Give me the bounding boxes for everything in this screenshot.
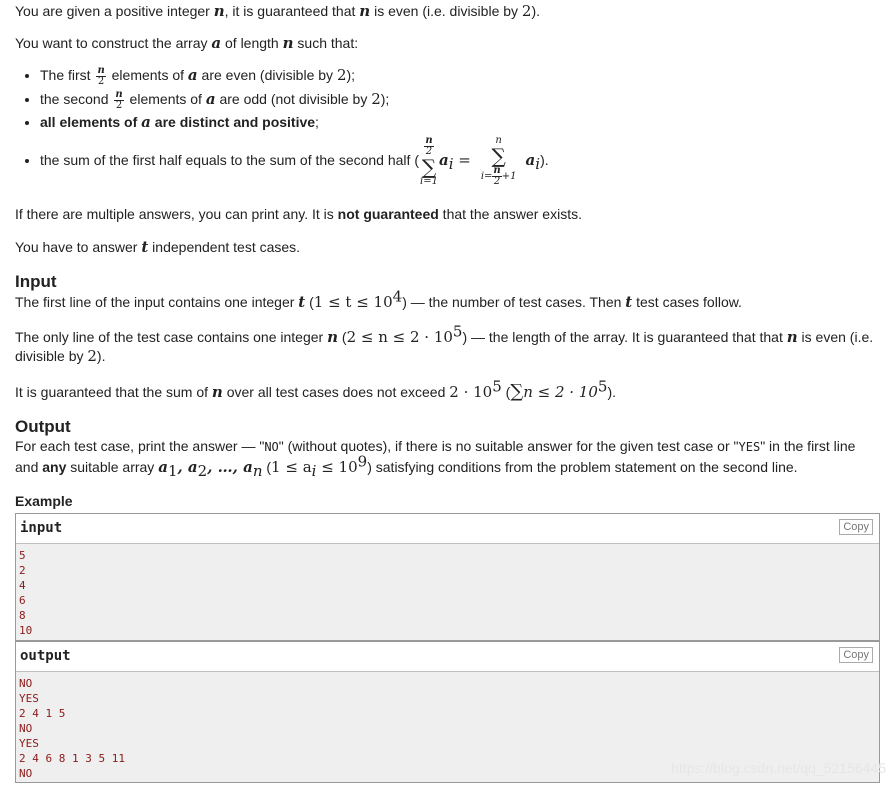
subscript: i (311, 461, 317, 480)
output-line: NO (19, 722, 33, 735)
math-a: a (205, 90, 216, 109)
subscript: i (535, 154, 541, 173)
list-item (40, 66, 890, 90)
math-n: n (282, 34, 294, 52)
math-t: t (298, 293, 306, 311)
example-output-label: output (20, 648, 71, 664)
code-yes: YES (738, 440, 761, 454)
multiple-answers-paragraph (15, 205, 881, 224)
example-input-header (16, 514, 879, 544)
sum-upper: n (495, 134, 502, 146)
math-a: a (187, 66, 198, 85)
math-two: 2 (521, 2, 532, 20)
fraction-numerator: n (425, 134, 433, 146)
input-line-3 (15, 377, 881, 402)
fraction-denominator: 2 (115, 100, 123, 111)
math-two: 2 (336, 66, 347, 85)
text: For each test case, print the answer — " (15, 438, 265, 454)
math-constraint: ≤ 10 (316, 458, 358, 476)
text: ) (402, 294, 407, 310)
text: satisfying conditions from the problem statement on the second line. (371, 459, 798, 475)
text: independent test cases. (148, 239, 301, 255)
intro-paragraph (15, 2, 881, 21)
output-heading: Output (15, 417, 71, 436)
text: ) (367, 459, 372, 475)
math-constraint: 1 ≤ a (271, 458, 312, 476)
text: " in the first line (760, 438, 856, 454)
bold-text: are distinct and positive (150, 114, 316, 130)
input-line-2 (15, 322, 881, 366)
output-line: NO (19, 767, 33, 780)
math-a: a (525, 151, 536, 169)
example-output-header (16, 642, 879, 672)
superscript: 5 (597, 377, 608, 396)
text: ). (531, 3, 541, 19)
example-input-label: input (20, 520, 63, 536)
output-line: YES (19, 692, 39, 705)
superscript: 5 (492, 377, 502, 396)
math-two: 2 (87, 347, 97, 365)
text: i= (480, 170, 493, 182)
text: ). (540, 152, 549, 168)
sum-symbol: ∑ (510, 381, 524, 402)
copy-output-button[interactable]: Copy (839, 647, 873, 663)
construct-paragraph (15, 34, 881, 53)
output-line: YES (19, 737, 39, 750)
math-constraint: 2 · 10 (449, 383, 493, 401)
text: and (15, 459, 43, 475)
conditions-list (15, 66, 890, 185)
text: — the number of test cases. Then (406, 294, 626, 310)
text: ( (262, 459, 272, 475)
text: The first line of the input contains one integer (15, 294, 299, 310)
example-title: Example (15, 493, 73, 509)
bold-text: all elements of (40, 114, 142, 130)
subscript: 2 (197, 461, 208, 480)
math-t: t (625, 293, 633, 311)
sum-first-half (419, 136, 439, 187)
math-n: n (359, 2, 371, 20)
output-line-1 (15, 437, 881, 457)
math-a: a (141, 113, 151, 131)
list-item (40, 90, 890, 113)
math-a: a (158, 458, 168, 476)
sum-second-half (476, 136, 522, 187)
text: the sum of the first half equals to the sum of the second half ( (40, 152, 419, 168)
text: that the answer exists. (438, 206, 582, 222)
superscript: 4 (392, 287, 403, 306)
text: If there are multiple answers, you can print any. It is (15, 206, 338, 222)
math-n: n (786, 328, 798, 346)
text: the second (40, 91, 113, 108)
fraction-denominator: 2 (493, 175, 501, 187)
text: ). (96, 348, 106, 364)
text: ) (462, 329, 468, 345)
text: The first (40, 67, 95, 84)
sum-symbol: ∑ (491, 143, 506, 168)
text: It is guaranteed that the sum of (15, 384, 212, 400)
math-constraint: n ≤ 2 · 10 (523, 383, 598, 401)
text: ); (346, 67, 356, 84)
subscript: n (252, 461, 263, 480)
output-line: NO (19, 677, 33, 690)
input-heading: Input (15, 272, 57, 291)
fraction (424, 136, 433, 157)
text: — the length of the array. It is guaranteed that that (467, 329, 787, 345)
code-no: NO (264, 440, 279, 454)
text: test cases follow. (632, 294, 742, 310)
input-line: 4 (19, 579, 26, 592)
list-item (40, 135, 890, 185)
text: over all test cases does not exceed (222, 384, 450, 400)
fraction-numerator: n (493, 164, 501, 176)
sum-lower: i=1 (420, 175, 438, 187)
superscript: 9 (357, 452, 368, 471)
math-n: n (213, 2, 225, 20)
text: elements of (125, 91, 206, 108)
example-input-box (15, 513, 880, 641)
math-constraint: 2 ≤ n ≤ 2 · 10 (346, 328, 453, 346)
output-line-2 (15, 452, 881, 480)
input-line-1 (15, 287, 881, 312)
copy-input-button[interactable]: Copy (839, 519, 873, 535)
input-line: 2 (19, 564, 26, 577)
subscript: i (448, 154, 454, 173)
text: You are given a positive integer (15, 3, 214, 19)
example-input-content (16, 544, 879, 640)
text: are even (divisible by (197, 67, 337, 84)
math-n: n (211, 383, 223, 401)
watermark: https://blog.csdn.net/qq_52156445 (671, 760, 886, 776)
math-a: , a (177, 458, 198, 476)
text: of length (221, 35, 283, 51)
text: You have to answer (15, 239, 142, 255)
sum-lower (476, 166, 522, 187)
fraction-numerator: n (97, 65, 105, 76)
text: are odd (not divisible by (215, 91, 372, 108)
text: ; (315, 114, 319, 130)
fraction (96, 66, 105, 87)
text: The only line of the test case contains one integer (15, 329, 328, 345)
list-item (40, 113, 890, 135)
math-a: , …, a (207, 458, 253, 476)
text: ( (501, 384, 511, 400)
equals: = (453, 151, 476, 169)
text: suitable array (66, 459, 159, 475)
text: is even (i.e. divisible by (370, 3, 522, 19)
fraction-numerator: n (115, 89, 123, 100)
output-line: 2 4 1 5 (19, 707, 66, 720)
text: ). (607, 384, 616, 400)
sum-upper (419, 136, 439, 157)
fraction (114, 90, 123, 111)
input-line: 5 (19, 549, 26, 562)
text: +1 (501, 170, 517, 182)
bold-text: not guaranteed (337, 206, 439, 222)
text: , it is guaranteed that (224, 3, 360, 19)
bold-text: any (42, 459, 67, 475)
sum-symbol: ∑ (421, 154, 437, 179)
math-a: a (438, 151, 449, 169)
text: ( (305, 294, 314, 310)
test-cases-paragraph (15, 238, 881, 257)
input-line: 6 (19, 594, 26, 607)
input-line: 8 (19, 609, 26, 622)
input-line: 10 (19, 624, 33, 637)
fraction (492, 166, 501, 187)
superscript: 5 (452, 322, 463, 341)
math-n: n (327, 328, 338, 346)
fraction-denominator: 2 (425, 145, 433, 157)
math-a: a (211, 34, 222, 52)
fraction-denominator: 2 (97, 76, 105, 87)
text: You want to construct the array (15, 35, 212, 51)
text: ( (338, 329, 347, 345)
text: elements of (107, 67, 188, 84)
math-two: 2 (371, 90, 381, 109)
text: ); (380, 91, 390, 108)
text: is even (i.e. divisible by (15, 329, 874, 364)
math-t: t (141, 238, 149, 256)
text: " (without quotes), if there is no suitable answer for the given test case or " (278, 438, 739, 454)
text: such that: (293, 35, 359, 51)
math-constraint: 1 ≤ t ≤ 10 (313, 293, 393, 311)
output-line: 2 4 6 8 1 3 5 11 (19, 752, 125, 765)
subscript: 1 (167, 461, 178, 480)
